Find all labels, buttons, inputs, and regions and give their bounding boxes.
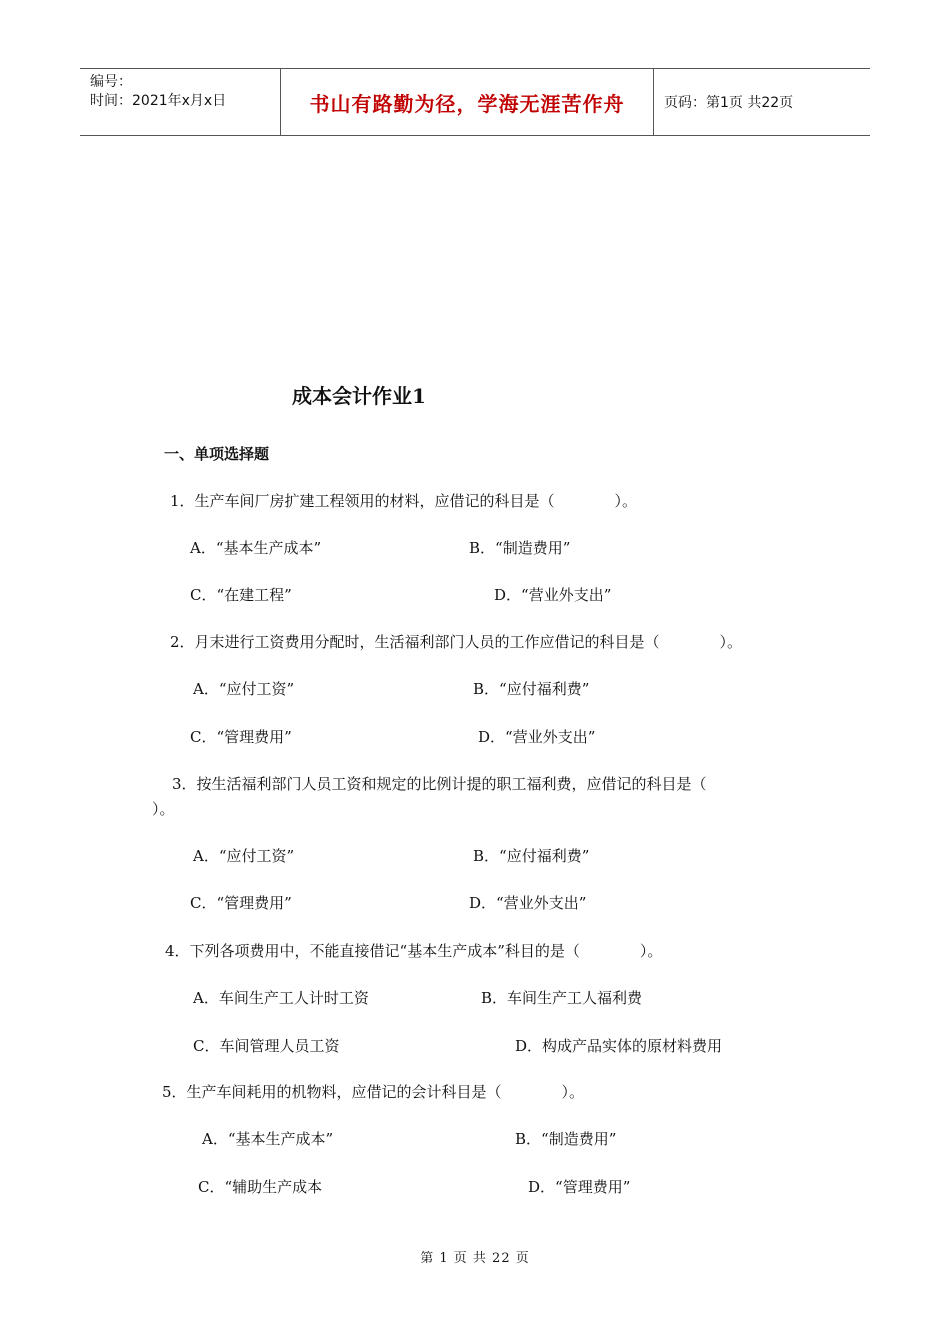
option-b: B．“制造费用” xyxy=(515,1130,617,1148)
option-a: A．“基本生产成本” xyxy=(190,539,322,557)
option-b: B．“应付福利费” xyxy=(473,847,590,865)
header-page-info: 页码：第1页 共22页 xyxy=(664,95,794,111)
question-stem: 1．生产车间厂房扩建工程领用的材料，应借记的科目是（ ）。 xyxy=(170,492,638,510)
option-d: D．“营业外支出” xyxy=(494,586,612,604)
option-c: C．“在建工程” xyxy=(190,586,292,604)
page-footer: 第 1 页 共 22 页 xyxy=(420,1251,530,1266)
option-a: A．“应付工资” xyxy=(193,847,295,865)
question-stem: 3．按生活福利部门人员工资和规定的比例计提的职工福利费，应借记的科目是（ xyxy=(172,775,707,793)
option-c: C．“辅助生产成本 xyxy=(198,1178,323,1196)
option-b: B．“制造费用” xyxy=(469,539,571,557)
question-stem: 5．生产车间耗用的机物料，应借记的会计科目是（ ）。 xyxy=(162,1083,585,1101)
option-d: D．“营业外支出” xyxy=(478,728,596,746)
header-meta xyxy=(80,69,281,135)
option-d: D．“管理费用” xyxy=(528,1178,631,1196)
option-b: B．“应付福利费” xyxy=(473,680,590,698)
option-c: C．车间管理人员工资 xyxy=(193,1037,340,1055)
question-stem: 2．月末进行工资费用分配时，生活福利部门人员的工作应借记的科目是（ ）。 xyxy=(170,633,743,651)
header-motto: 书山有路勤为径，学海无涯苦作舟 xyxy=(281,69,654,135)
option-a: A．车间生产工人计时工资 xyxy=(193,989,369,1007)
question-stem-continued: ）。 xyxy=(152,800,175,818)
option-a: A．“基本生产成本” xyxy=(202,1130,334,1148)
time-label: 时间：2021年x月x日 xyxy=(90,93,227,109)
section-title: 一、单项选择题 xyxy=(164,445,270,463)
option-d: D．“营业外支出” xyxy=(469,894,587,912)
option-c: C．“管理费用” xyxy=(190,894,292,912)
document-title: 成本会计作业1 xyxy=(292,384,426,408)
number-label: 编号： xyxy=(90,74,132,90)
option-d: D．构成产品实体的原材料费用 xyxy=(515,1037,723,1055)
option-b: B．车间生产工人福利费 xyxy=(481,989,643,1007)
question-stem: 4．下列各项费用中，不能直接借记“基本生产成本”科目的是（ ）。 xyxy=(165,942,663,960)
option-c: C．“管理费用” xyxy=(190,728,292,746)
option-a: A．“应付工资” xyxy=(193,680,295,698)
page-header xyxy=(80,68,870,136)
